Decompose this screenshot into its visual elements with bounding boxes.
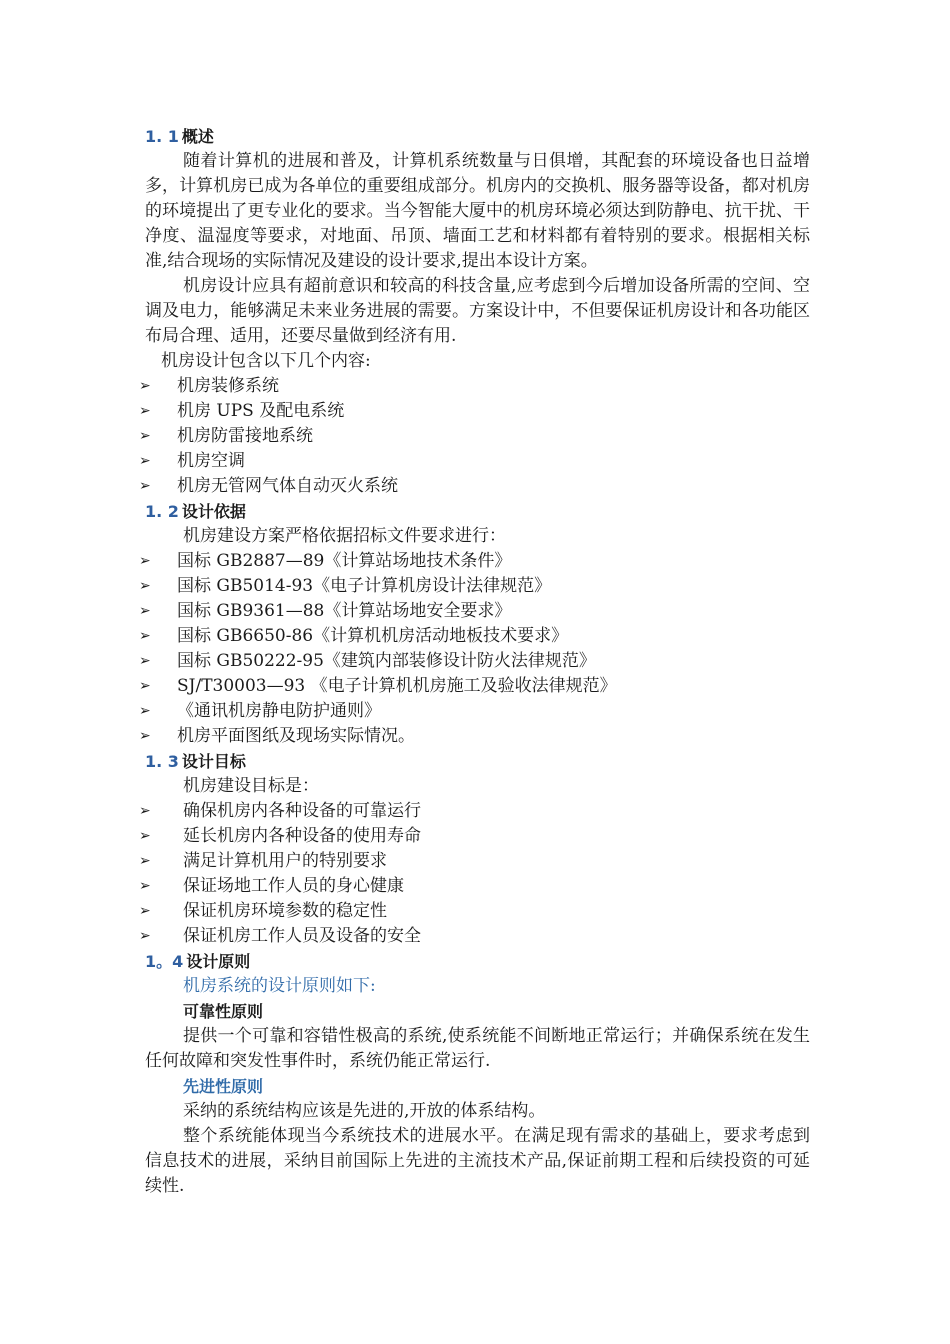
list-item: ➢ 延长机房内各种设备的使用寿命 bbox=[145, 824, 810, 849]
section-title: 设计目标 bbox=[181, 752, 246, 771]
section-1-1-heading bbox=[145, 124, 810, 149]
arrow-bullet-icon: ➢ bbox=[139, 903, 151, 919]
reliability-principle-title: 可靠性原则 bbox=[183, 1002, 264, 1021]
arrow-bullet-icon: ➢ bbox=[139, 728, 151, 744]
list-item: ➢ 机房装修系统 bbox=[145, 374, 810, 399]
list-item: ➢ 保证机房环境参数的稳定性 bbox=[145, 899, 810, 924]
list-item: ➢ 国标 GB9361—88《计算站场地安全要求》 bbox=[145, 599, 810, 624]
arrow-bullet-icon: ➢ bbox=[139, 828, 151, 844]
section-number: 1. 1 bbox=[145, 127, 179, 146]
paragraph: 提供一个可靠和容错性极高的系统,使系统能不间断地正常运行；并确保系统在发生任何故障和突发性事件时，系统仍能正常运行. bbox=[145, 1026, 810, 1071]
arrow-bullet-icon: ➢ bbox=[139, 378, 151, 394]
bullet-list bbox=[139, 799, 810, 949]
arrow-bullet-icon: ➢ bbox=[139, 803, 151, 819]
section-number: 1. 2 bbox=[145, 502, 179, 521]
list-item: ➢ 国标 GB2887—89《计算站场地技术条件》 bbox=[145, 549, 810, 574]
arrow-bullet-icon: ➢ bbox=[139, 928, 151, 944]
section-title: 设计依据 bbox=[181, 502, 246, 521]
arrow-bullet-icon: ➢ bbox=[139, 478, 151, 494]
bullet-list bbox=[139, 374, 810, 499]
arrow-bullet-icon: ➢ bbox=[139, 453, 151, 469]
list-item: ➢ 保证机房工作人员及设备的安全 bbox=[145, 924, 810, 949]
list-item: ➢ 机房无管网气体自动灭火系统 bbox=[145, 474, 810, 499]
list-item: ➢ 机房平面图纸及现场实际情况。 bbox=[145, 724, 810, 749]
section-number: 1。4 bbox=[145, 952, 184, 971]
paragraph: 机房设计应具有超前意识和较高的科技含量,应考虑到今后增加设备所需的空间、空调及电力，能够满足未来业务进展的需要。方案设计中，不但要保证机房设计和各功能区布局合理、适用，还要尽量做到经济有用. bbox=[145, 276, 810, 346]
list-intro: 机房设计包含以下几个内容: bbox=[161, 351, 371, 371]
principles-intro: 机房系统的设计原则如下: bbox=[183, 976, 376, 996]
arrow-bullet-icon: ➢ bbox=[139, 403, 151, 419]
section-1-2-heading bbox=[145, 499, 810, 524]
arrow-bullet-icon: ➢ bbox=[139, 628, 151, 644]
arrow-bullet-icon: ➢ bbox=[139, 603, 151, 619]
section-title: 设计原则 bbox=[186, 952, 251, 971]
arrow-bullet-icon: ➢ bbox=[139, 428, 151, 444]
paragraph: 采纳的系统结构应该是先进的,开放的体系结构。 bbox=[183, 1101, 546, 1121]
list-item: ➢ 《通讯机房静电防护通则》 bbox=[145, 699, 810, 724]
list-item: ➢ 机房防雷接地系统 bbox=[145, 424, 810, 449]
arrow-bullet-icon: ➢ bbox=[139, 878, 151, 894]
arrow-bullet-icon: ➢ bbox=[139, 703, 151, 719]
bullet-list bbox=[139, 549, 810, 749]
section-number: 1. 3 bbox=[145, 752, 179, 771]
list-item: ➢ 确保机房内各种设备的可靠运行 bbox=[145, 799, 810, 824]
list-item: ➢ 国标 GB5014-93《电子计算机房设计法律规范》 bbox=[145, 574, 810, 599]
advanced-principle-title: 先进性原则 bbox=[183, 1077, 264, 1096]
paragraph: 整个系统能体现当今系统技术的进展水平。在满足现有需求的基础上，要求考虑到信息技术的进展，采纳目前国际上先进的主流技术产品,保证前期工程和后续投资的可延续性. bbox=[145, 1126, 810, 1196]
list-item: ➢ SJ/T30003—93 《电子计算机机房施工及验收法律规范》 bbox=[145, 674, 810, 699]
arrow-bullet-icon: ➢ bbox=[139, 653, 151, 669]
list-intro: 机房建设目标是： bbox=[183, 776, 319, 796]
list-item: ➢ 机房空调 bbox=[145, 449, 810, 474]
section-1-4-heading bbox=[145, 949, 810, 974]
document-content bbox=[139, 124, 810, 1199]
list-item: ➢ 机房 UPS 及配电系统 bbox=[145, 399, 810, 424]
arrow-bullet-icon: ➢ bbox=[139, 578, 151, 594]
list-intro: 机房建设方案严格依据招标文件要求进行： bbox=[183, 526, 506, 546]
list-item: ➢ 国标 GB50222-95《建筑内部装修设计防火法律规范》 bbox=[145, 649, 810, 674]
section-title: 概述 bbox=[181, 127, 214, 146]
list-item: ➢ 保证场地工作人员的身心健康 bbox=[145, 874, 810, 899]
list-item: ➢ 满足计算机用户的特别要求 bbox=[145, 849, 810, 874]
paragraph: 随着计算机的进展和普及，计算机系统数量与日俱增，其配套的环境设备也日益增多，计算机房已成为各单位的重要组成部分。机房内的交换机、服务器等设备，都对机房的环境提出了更专业化的要求。当今智能大厦中的机房环境必须达到防静电、抗干扰、干净度、温湿度等要求，对地面、吊顶、墙面工艺和材料都有着特别的要求。根据相关标准,结合现场的实际情况及建设的设计要求,提出本设计方案。 bbox=[145, 151, 810, 271]
arrow-bullet-icon: ➢ bbox=[139, 553, 151, 569]
arrow-bullet-icon: ➢ bbox=[139, 678, 151, 694]
section-1-3-heading bbox=[145, 749, 810, 774]
list-item: ➢ 国标 GB6650-86《计算机机房活动地板技术要求》 bbox=[145, 624, 810, 649]
arrow-bullet-icon: ➢ bbox=[139, 853, 151, 869]
